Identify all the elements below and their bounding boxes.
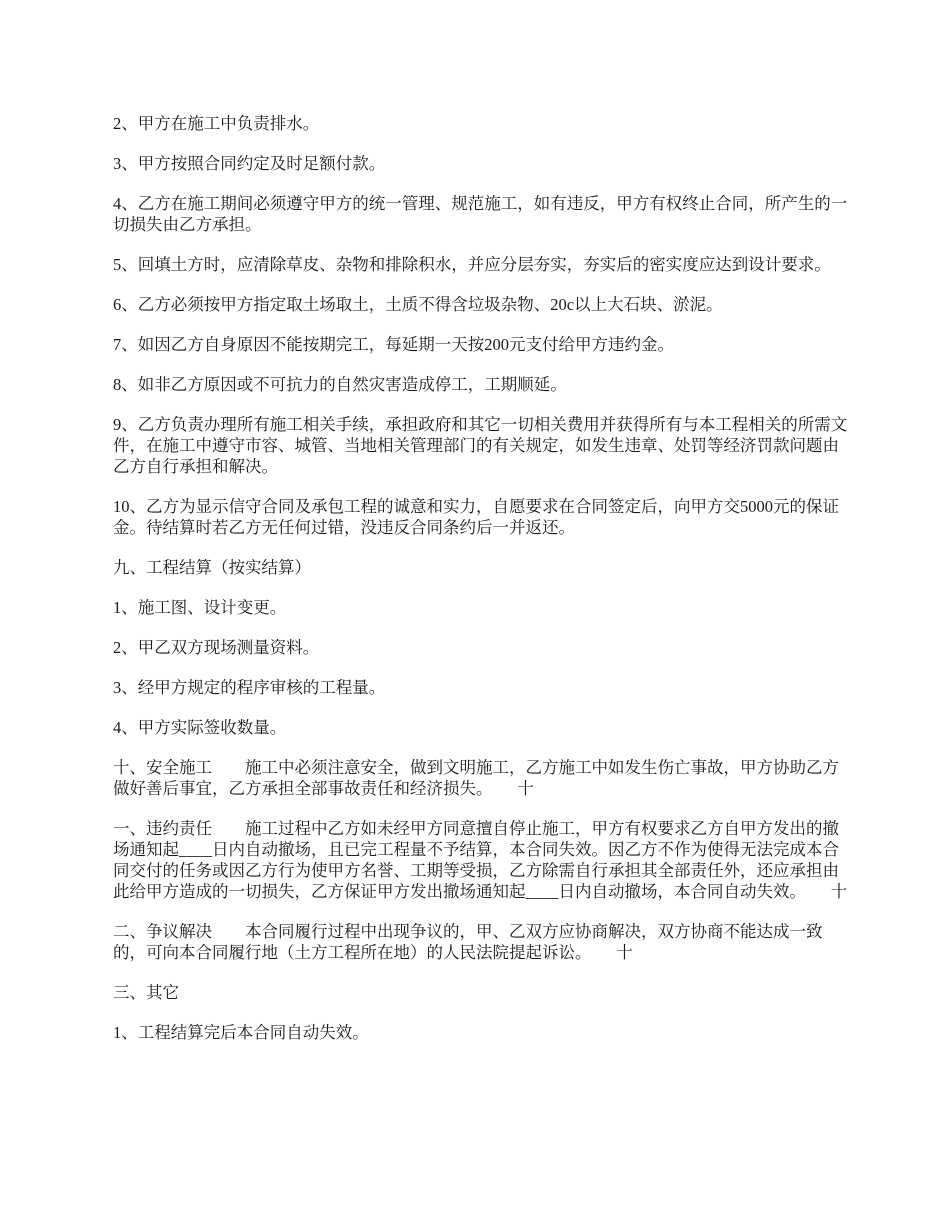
clause-paragraph: 3、经甲方规定的程序审核的工程量。 <box>113 678 386 697</box>
clause-paragraph: 9、乙方负责办理所有施工相关手续，承担政府和其它一切相关费用并获得所有与本工程相关的所需文件，在施工中遵守市容、城管、当地相关管理部门的有关规定，如发生违章、处罚等经济罚款问题由乙方自行承担和解决。 <box>113 415 848 476</box>
clause-paragraph: 4、乙方在施工期间必须遵守甲方的统一管理、规范施工，如有违反，甲方有权终止合同，所产生的一切损失由乙方承担。 <box>113 194 848 234</box>
section-heading: 九、工程结算（按实结算） <box>113 558 311 577</box>
clause-paragraph: 8、如非乙方原因或不可抗力的自然灾害造成停工，工期顺延。 <box>113 375 567 394</box>
clause-paragraph: 2、甲乙双方现场测量资料。 <box>113 638 320 657</box>
document-body <box>113 113 853 1062</box>
section-paragraph: 二、争议解决 本合同履行过程中出现争议的，甲、乙双方应协商解决，双方协商不能达成一致的，可向本合同履行地（土方工程所在地）的人民法院提起诉讼。 十 <box>113 922 823 962</box>
section-paragraph: 一、违约责任 施工过程中乙方如未经甲方同意擅自停止施工，甲方有权要求乙方自甲方发出的撤场通知起____日内自动撤场，且已完工程量不予结算，本合同失效。因乙方不作为使得无法完成本合同交付的任务或因乙方行为使甲方名誉、工期等受损，乙方除需自行承担其全部责任外，还应承担由此给甲方造成的一切损失，乙方保证甲方发出撤场通知起____日内自动撤场，本合同自动失效。 十 <box>113 819 848 901</box>
clause-paragraph: 4、甲方实际签收数量。 <box>113 718 287 737</box>
clause-paragraph: 1、施工图、设计变更。 <box>113 598 287 617</box>
clause-paragraph: 2、甲方在施工中负责排水。 <box>113 114 320 133</box>
clause-paragraph: 1、工程结算完后本合同自动失效。 <box>113 1023 369 1042</box>
clause-paragraph: 5、回填土方时，应清除草皮、杂物和排除积水，并应分层夯实，夯实后的密实度应达到设计要求。 <box>113 255 831 274</box>
clause-paragraph: 6、乙方必须按甲方指定取土场取土，土质不得含垃圾杂物、20c以上大石块、淤泥。 <box>113 295 723 314</box>
clause-paragraph: 7、如因乙方自身原因不能按期完工，每延期一天按200元支付给甲方违约金。 <box>113 335 674 354</box>
section-paragraph: 十、安全施工 施工中必须注意安全，做到文明施工，乙方施工中如发生伤亡事故，甲方协助乙方做好善后事宜，乙方承担全部事故责任和经济损失。 十 <box>113 758 839 798</box>
clause-paragraph: 10、乙方为显示信守合同及承包工程的诚意和实力，自愿要求在合同签定后，向甲方交5000元的保证金。待结算时若乙方无任何过错，没违反合同条约后一并返还。 <box>113 497 839 537</box>
clause-paragraph: 3、甲方按照合同约定及时足额付款。 <box>113 154 386 173</box>
section-heading: 三、其它 <box>113 983 179 1002</box>
